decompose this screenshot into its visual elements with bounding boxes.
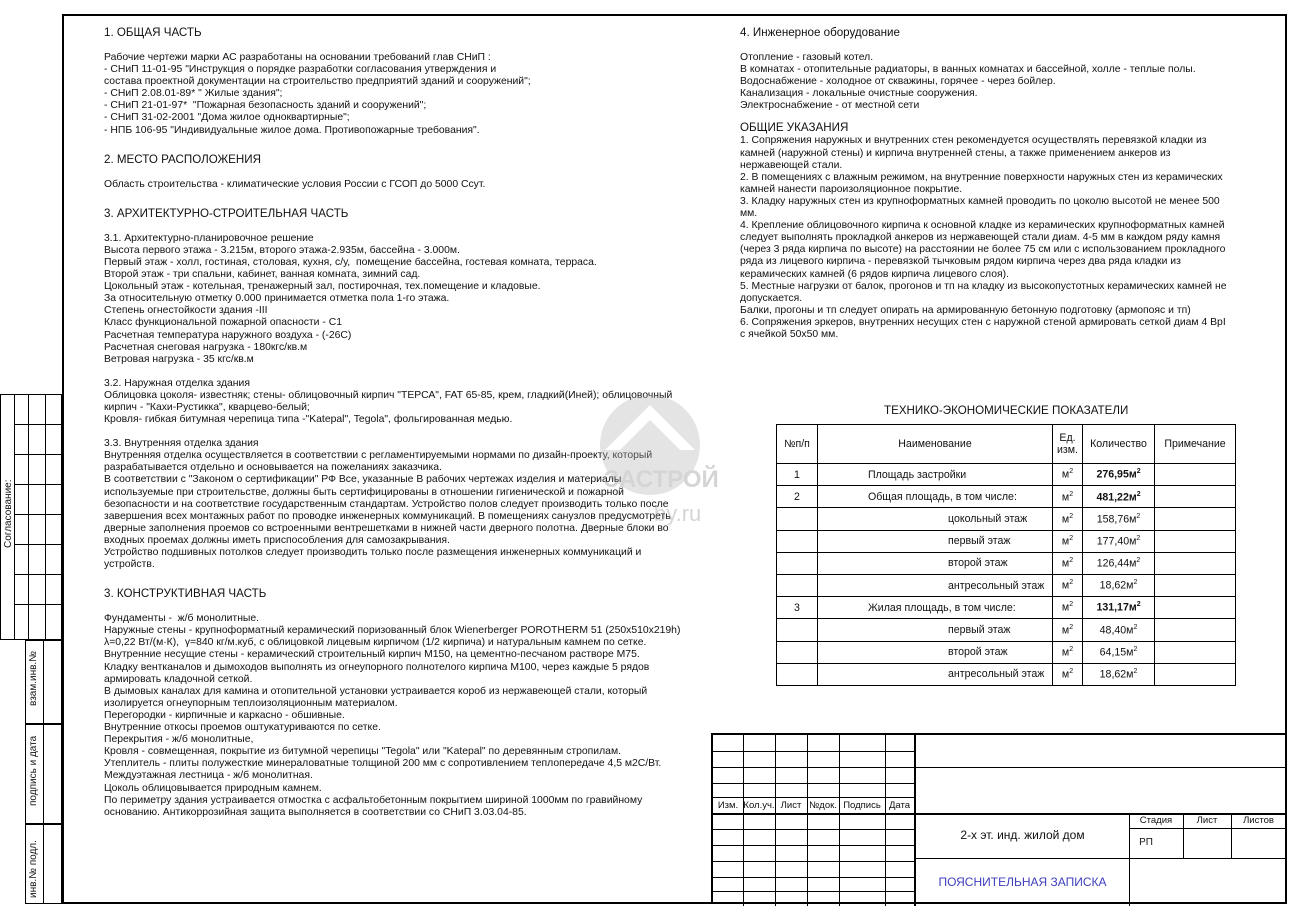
text-line: - НПБ 106-95 "Индивидуальные жилое дома. Противопожарные требования". xyxy=(104,124,480,136)
inv-replace-label: взам.инв.№ xyxy=(28,651,39,706)
tep-cell-num xyxy=(777,663,818,685)
tep-cell-num: 3 xyxy=(777,597,818,619)
right-text-column xyxy=(740,26,1280,341)
tep-cell-num xyxy=(777,619,818,641)
text-line: 3.3. Внутренняя отделка здания xyxy=(104,438,259,450)
tep-header-name: Наименование xyxy=(818,425,1053,464)
text-line: 3.1. Архитектурно-планировочное решение xyxy=(104,232,314,244)
text-line: Перегородки - кирпичные и каркасно - обшивные. xyxy=(104,709,345,721)
text-line: Расчетная температура наружного воздуха - (-26С) xyxy=(104,329,352,341)
text-line: - СНиП 2.08.01-89* " Жилые здания"; xyxy=(104,88,283,100)
text-line: Фундаменты - ж/б монолитные. xyxy=(104,613,260,625)
side-stamp xyxy=(0,394,62,904)
text-line: 1. Сопряжения наружных и внутренних стен рекомендуется осуществлять перевязкой кладки из xyxy=(740,135,1207,147)
watermark-line2: by.ru xyxy=(654,501,702,525)
text-line: Облицовка цоколя- известняк; стены- облицовочный кирпич "ТЕРСА", FAT 65-85, крем, гладкий(Иней); облицовочный xyxy=(104,389,673,401)
text-line: разрабатывается отдельно и основывается на пожеланиях заказчика. xyxy=(104,462,442,474)
text-line: Второй этаж - три спальни, кабинет, ванная комната, зимний сад. xyxy=(104,269,421,281)
text-line: 3.2. Наружная отделка здания xyxy=(104,377,250,389)
text-line: Высота первого этажа - 3.215м, второго этажа-2.935м, бассейна - 3.000м. xyxy=(104,244,460,256)
text-line: За относительную отметку 0.000 принимается отметка пола 1-го этажа. xyxy=(104,293,450,305)
text-line: изолируется огнеупорным теплоизоляционным материалом. xyxy=(104,697,398,709)
text-line: Степень огнестойкости здания -III xyxy=(104,305,268,317)
text-line: В соответствии с "Законом о сертификации" РФ Все, указанные В рабочих чертежах изделия и материалы xyxy=(104,474,622,486)
text-line: Внутренняя отделка осуществляется в соответствии с регламентируемыми нормами по дизайн-проекту, который xyxy=(104,450,653,462)
text-line: Наружные стены - крупноформатный керамический поризованный блок Wienerberger POROTHERM 51 (250х510х219h) xyxy=(104,625,681,637)
text-line: - СНиП 21-01-97* "Пожарная безопасность зданий и сооружений"; xyxy=(104,100,427,112)
tep-row xyxy=(777,508,1236,530)
tep-cell-qty: $48,40м^2$ xyxy=(1083,619,1155,641)
stamp-sheets-header: Листов xyxy=(1243,815,1274,826)
text-line: Отопление - газовый котел. xyxy=(740,52,874,63)
text-line: безопасности и на соответствие государственным стандартам. Устройство полов следует производить только после xyxy=(104,498,669,510)
text-line: По периметру здания устраивается отмостка с асфальтобетонным покрытием шириной 1000мм по гравийному xyxy=(104,794,643,806)
section-heading: 3. КОНСТРУКТИВНАЯ ЧАСТЬ xyxy=(104,587,267,601)
text-line: состава проектной документации на строительство предприятий зданий и сооружений"; xyxy=(104,76,531,88)
stamp-col-sign: Подпись xyxy=(843,800,881,811)
tep-row xyxy=(777,663,1236,685)
document-title: ПОЯСНИТЕЛЬНАЯ ЗАПИСКА xyxy=(938,875,1107,889)
tep-cell-unit: $м^2$ xyxy=(1053,641,1083,663)
tep-cell-num xyxy=(777,552,818,574)
tep-row xyxy=(777,641,1236,663)
tep-cell-qty: $126,44м^2$ xyxy=(1083,552,1155,574)
watermark-logo xyxy=(590,395,735,525)
text-line: 6. Сопряжения эркеров, внутренних несущих стен с наружной стеной армировать сеткой диам 4 ВрI xyxy=(740,316,1226,328)
tep-cell-note xyxy=(1155,574,1236,596)
text-line: Ветровая нагрузка - 35 кгс/кв.м xyxy=(104,353,254,365)
text-line: (через 3 ряда кирпича по высоте) на расстоянии не более 75 см или с использованием прокладного xyxy=(740,244,1226,256)
text-line: Перекрытия - ж/б монолитные, xyxy=(104,734,254,746)
stamp-stage-header: Стадия xyxy=(1139,815,1173,826)
text-line: мм. xyxy=(740,208,758,220)
tep-cell-unit: $м^2$ xyxy=(1053,508,1083,530)
section-heading: 4. Инженерное оборудование xyxy=(740,26,900,39)
stamp-col-kol: Кол.уч. xyxy=(743,800,775,811)
text-line: Устройство подшивных потолков следует производить только после размещения инженерных коммуникаций и xyxy=(104,547,642,558)
tep-cell-name: первый этаж xyxy=(818,619,1053,641)
text-line: Балки, прогоны и тп следует опирать на армированную бетонную подготовку (армопояс и тп) xyxy=(740,304,1191,316)
tep-cell-unit: $м^2$ xyxy=(1053,464,1083,486)
tep-table xyxy=(776,424,1236,686)
text-line: используемые при строительстве, должны быть сертифицированы в отношении гигиенической и пожарной xyxy=(104,486,624,498)
tep-row xyxy=(777,464,1236,486)
text-line: армировать кладочной сеткой. xyxy=(104,673,253,685)
tep-row xyxy=(777,619,1236,641)
text-line: В дымовых каналах для камина и отопительной установки устраивается короб из нержавеющей стали, который xyxy=(104,685,648,697)
text-line: с ячейкой 50х50 мм. xyxy=(740,328,839,340)
text-line: камней (наружной стены) и кирпича внутренней стены, а также применением анкеров из xyxy=(740,147,1171,159)
tep-cell-name: антресольный этаж xyxy=(818,663,1053,685)
stamp-sheet-header: Лист xyxy=(1196,815,1218,826)
stamp-col-list: Лист xyxy=(780,800,802,811)
tep-cell-unit: $м^2$ xyxy=(1053,530,1083,552)
tep-cell-name: антресольный этаж xyxy=(818,574,1053,596)
text-line: Водоснабжение - холодное от скважины, горячее - через бойлер. xyxy=(740,76,1056,88)
tep-cell-name: цокольный этаж xyxy=(818,508,1053,530)
tep-cell-unit: $м^2$ xyxy=(1053,619,1083,641)
tep-cell-note xyxy=(1155,619,1236,641)
text-line: ряда из лицевого кирпича - перевязкой тычковым рядом кирпича через два ряда кладки из xyxy=(740,256,1181,268)
tep-cell-note xyxy=(1155,641,1236,663)
text-line: В комнатах - отопительные радиаторы, в ванных комнатах и бассейной, холле - теплые полы. xyxy=(740,64,1196,76)
stamp-col-doc: №док. xyxy=(809,800,837,811)
text-line: Кровля- гибкая битумная черепица типа -"Katepal", Tegola", фольгированная медью. xyxy=(104,414,513,426)
tep-cell-qty: $131,17м^2$ xyxy=(1083,597,1155,619)
title-block xyxy=(711,733,1286,904)
tep-cell-name: Жилая площадь, в том числе: xyxy=(818,597,1053,619)
tep-header-qty: Количество xyxy=(1083,425,1155,464)
section-heading: ОБЩИЕ УКАЗАНИЯ xyxy=(740,121,849,135)
text-line: λ=0,22 Вт/(м·К), γ=840 кг/м.куб, с облицовкой лицевым кирпичом (1/2 кирпича) и натуральным камнем по сетке. xyxy=(104,637,647,649)
tep-header-note: Примечание xyxy=(1155,425,1236,464)
text-line: Канализация - локальные очистные сооружения. xyxy=(740,88,978,100)
tep-cell-num xyxy=(777,530,818,552)
section-heading: 3. АРХИТЕКТУРНО-СТРОИТЕЛЬНАЯ ЧАСТЬ xyxy=(104,206,349,220)
text-line: 2. В помещениях с влажным режимом, на внутренние поверхности наружных стен из керамических xyxy=(740,171,1223,183)
tep-header-unit: Ед. изм. xyxy=(1053,425,1083,464)
text-line: Междуэтажная лестница - ж/б монолитная. xyxy=(104,770,313,782)
text-line: - СНиП 31-02-2001 "Дома жилое одноквартирные"; xyxy=(104,112,350,124)
text-line: Цокольный этаж - котельная, тренажерный зал, постирочная, тех.помещение и кладовые. xyxy=(104,281,541,293)
stamp-col-date: Дата xyxy=(888,800,911,811)
tep-title: ТЕХНИКО-ЭКОНОМИЧЕСКИЕ ПОКАЗАТЕЛИ xyxy=(884,404,1129,417)
text-line: 3. Кладку наружных стен из крупноформатных камней проводить по цоколю высотой не менее 500 xyxy=(740,195,1220,207)
text-line: керамических камней (6 рядов кирпича лицевого слоя). xyxy=(740,268,1009,280)
tep-cell-qty: $18,62м^2$ xyxy=(1083,574,1155,596)
text-line: кирпич - "Кахи-Рустикка", кварцево-белый; xyxy=(104,401,310,413)
text-line: Расчетная снеговая нагрузка - 180кгс/кв.м xyxy=(104,341,308,353)
text-line: Внутренние несущие стены - керамический строительный кирпич М150, на цементно-песчаном растворе М75. xyxy=(104,649,640,661)
tep-cell-name: второй этаж xyxy=(818,641,1053,663)
tep-cell-qty: $481,22м^2$ xyxy=(1083,486,1155,508)
text-line: - СНиП 11-01-95 "Инструкция о порядке разработки согласования утверждения и xyxy=(104,64,497,76)
tep-cell-unit: $м^2$ xyxy=(1053,597,1083,619)
section-heading: 1. ОБЩАЯ ЧАСТЬ xyxy=(104,26,202,39)
tep-cell-qty: $64,15м^2$ xyxy=(1083,641,1155,663)
tep-cell-note xyxy=(1155,552,1236,574)
tep-cell-unit: $м^2$ xyxy=(1053,663,1083,685)
tep-cell-qty: $18,62м^2$ xyxy=(1083,663,1155,685)
tep-cell-num xyxy=(777,508,818,530)
text-line: Цоколь облицовывается природным камнем. xyxy=(104,782,322,794)
text-line: Область строительства - климатические условия России с ГСОП до 5000 Ссут. xyxy=(104,178,486,190)
text-line: Рабочие чертежи марки АС разработаны на основании требований глав СНиП : xyxy=(104,52,491,63)
tep-cell-name: первый этаж xyxy=(818,530,1053,552)
tep-cell-num xyxy=(777,641,818,663)
sign-date-label: подпись и дата xyxy=(28,735,39,806)
text-line: следует выполнять прокладкой анкеров из нержавеющей стали диам. 4-5 мм в каждом ряду камня xyxy=(740,232,1221,244)
text-line: камней нанести пароизоляционное покрытие. xyxy=(740,183,963,195)
tep-row xyxy=(777,552,1236,574)
text-line: завершения всех монтажных работ по проводке инженерных коммуникаций. В помещениях санузлов предусмотреть xyxy=(104,510,671,522)
text-line: Кровля - совмещенная, покрытие из битумной черепицы "Tegola" или "Katepal" по деревянным стропилам. xyxy=(104,746,621,758)
tep-row xyxy=(777,530,1236,552)
text-line: нержавеющей стали. xyxy=(740,159,843,171)
text-line: Внутренние откосы проемов оштукатуриваются по сетке. xyxy=(104,722,381,734)
tep-cell-note xyxy=(1155,486,1236,508)
text-line: допускается. xyxy=(740,292,803,304)
text-line: Класс функциональной пожарной опасности - С1 xyxy=(104,317,342,329)
inv-orig-label: инв.№ подл. xyxy=(28,840,39,898)
section-heading: 2. МЕСТО РАСПОЛОЖЕНИЯ xyxy=(104,152,261,166)
tep-cell-name: второй этаж xyxy=(818,552,1053,574)
text-line: входных проемах должны иметь приспособления для самозакрывания. xyxy=(104,534,450,546)
text-line: 5. Местные нагрузки от балок, прогонов и тп на кладку из высокопустотных керамических камней не xyxy=(740,280,1227,292)
tep-cell-num: 1 xyxy=(777,464,818,486)
watermark-line1: ЗАСТРОЙ xyxy=(604,466,719,493)
tep-cell-qty: $177,40м^2$ xyxy=(1083,530,1155,552)
agreement-label: Согласование: xyxy=(3,479,14,548)
text-line: Кладку вентканалов и дымоходов выполнять из огнеупорного полнотелого кирпича М100, через каждые 5 рядов xyxy=(104,661,650,673)
stamp-col-izm: Изм. xyxy=(717,800,739,811)
text-line: основанию. Антикоррозийная защита выполняется в соответствии со СНиП 3.03.04-85. xyxy=(104,806,527,818)
tep-cell-qty: $158,76м^2$ xyxy=(1083,508,1155,530)
tep-cell-note xyxy=(1155,508,1236,530)
text-line: дверные заполнения проемов со встроенными вентрешетками в нижней части дверного полотна. Дверные блоки во xyxy=(104,522,669,534)
tep-cell-note xyxy=(1155,464,1236,486)
text-line: Электроснабжение - от местной сети xyxy=(740,100,920,112)
tep-cell-note xyxy=(1155,663,1236,685)
stamp-stage-value: РП xyxy=(1139,837,1153,848)
tep-row xyxy=(777,574,1236,596)
tep-cell-qty: $276,95м^2$ xyxy=(1083,464,1155,486)
text-line: Первый этаж - холл, гостиная, столовая, кухня, с/у, помещение бассейна, гостевая комната, терраса. xyxy=(104,256,597,268)
tep-cell-unit: $м^2$ xyxy=(1053,486,1083,508)
tep-cell-unit: $м^2$ xyxy=(1053,552,1083,574)
text-line: 4. Крепление облицовочного кирпича к основной кладке из керамических крупноформатных камней xyxy=(740,220,1225,232)
text-line: Утеплитель - плиты полужесткие минераловатные толщиной 200 мм с сопротивлением теплопередаче 4,5 м2С/Вт. xyxy=(104,758,662,770)
tep-cell-unit: $м^2$ xyxy=(1053,574,1083,596)
project-name: 2-х эт. инд. жилой дом xyxy=(960,828,1085,842)
text-line: устройств. xyxy=(104,559,155,571)
tep-row xyxy=(777,597,1236,619)
tep-header-num: №п/п xyxy=(777,425,818,464)
tep-row xyxy=(777,486,1236,508)
tep-cell-num: 2 xyxy=(777,486,818,508)
tep-cell-num xyxy=(777,574,818,596)
tep-cell-name: Общая площадь, в том числе: xyxy=(818,486,1053,508)
tep-cell-name: Площадь застройки xyxy=(818,464,1053,486)
tep-cell-note xyxy=(1155,530,1236,552)
tep-cell-note xyxy=(1155,597,1236,619)
